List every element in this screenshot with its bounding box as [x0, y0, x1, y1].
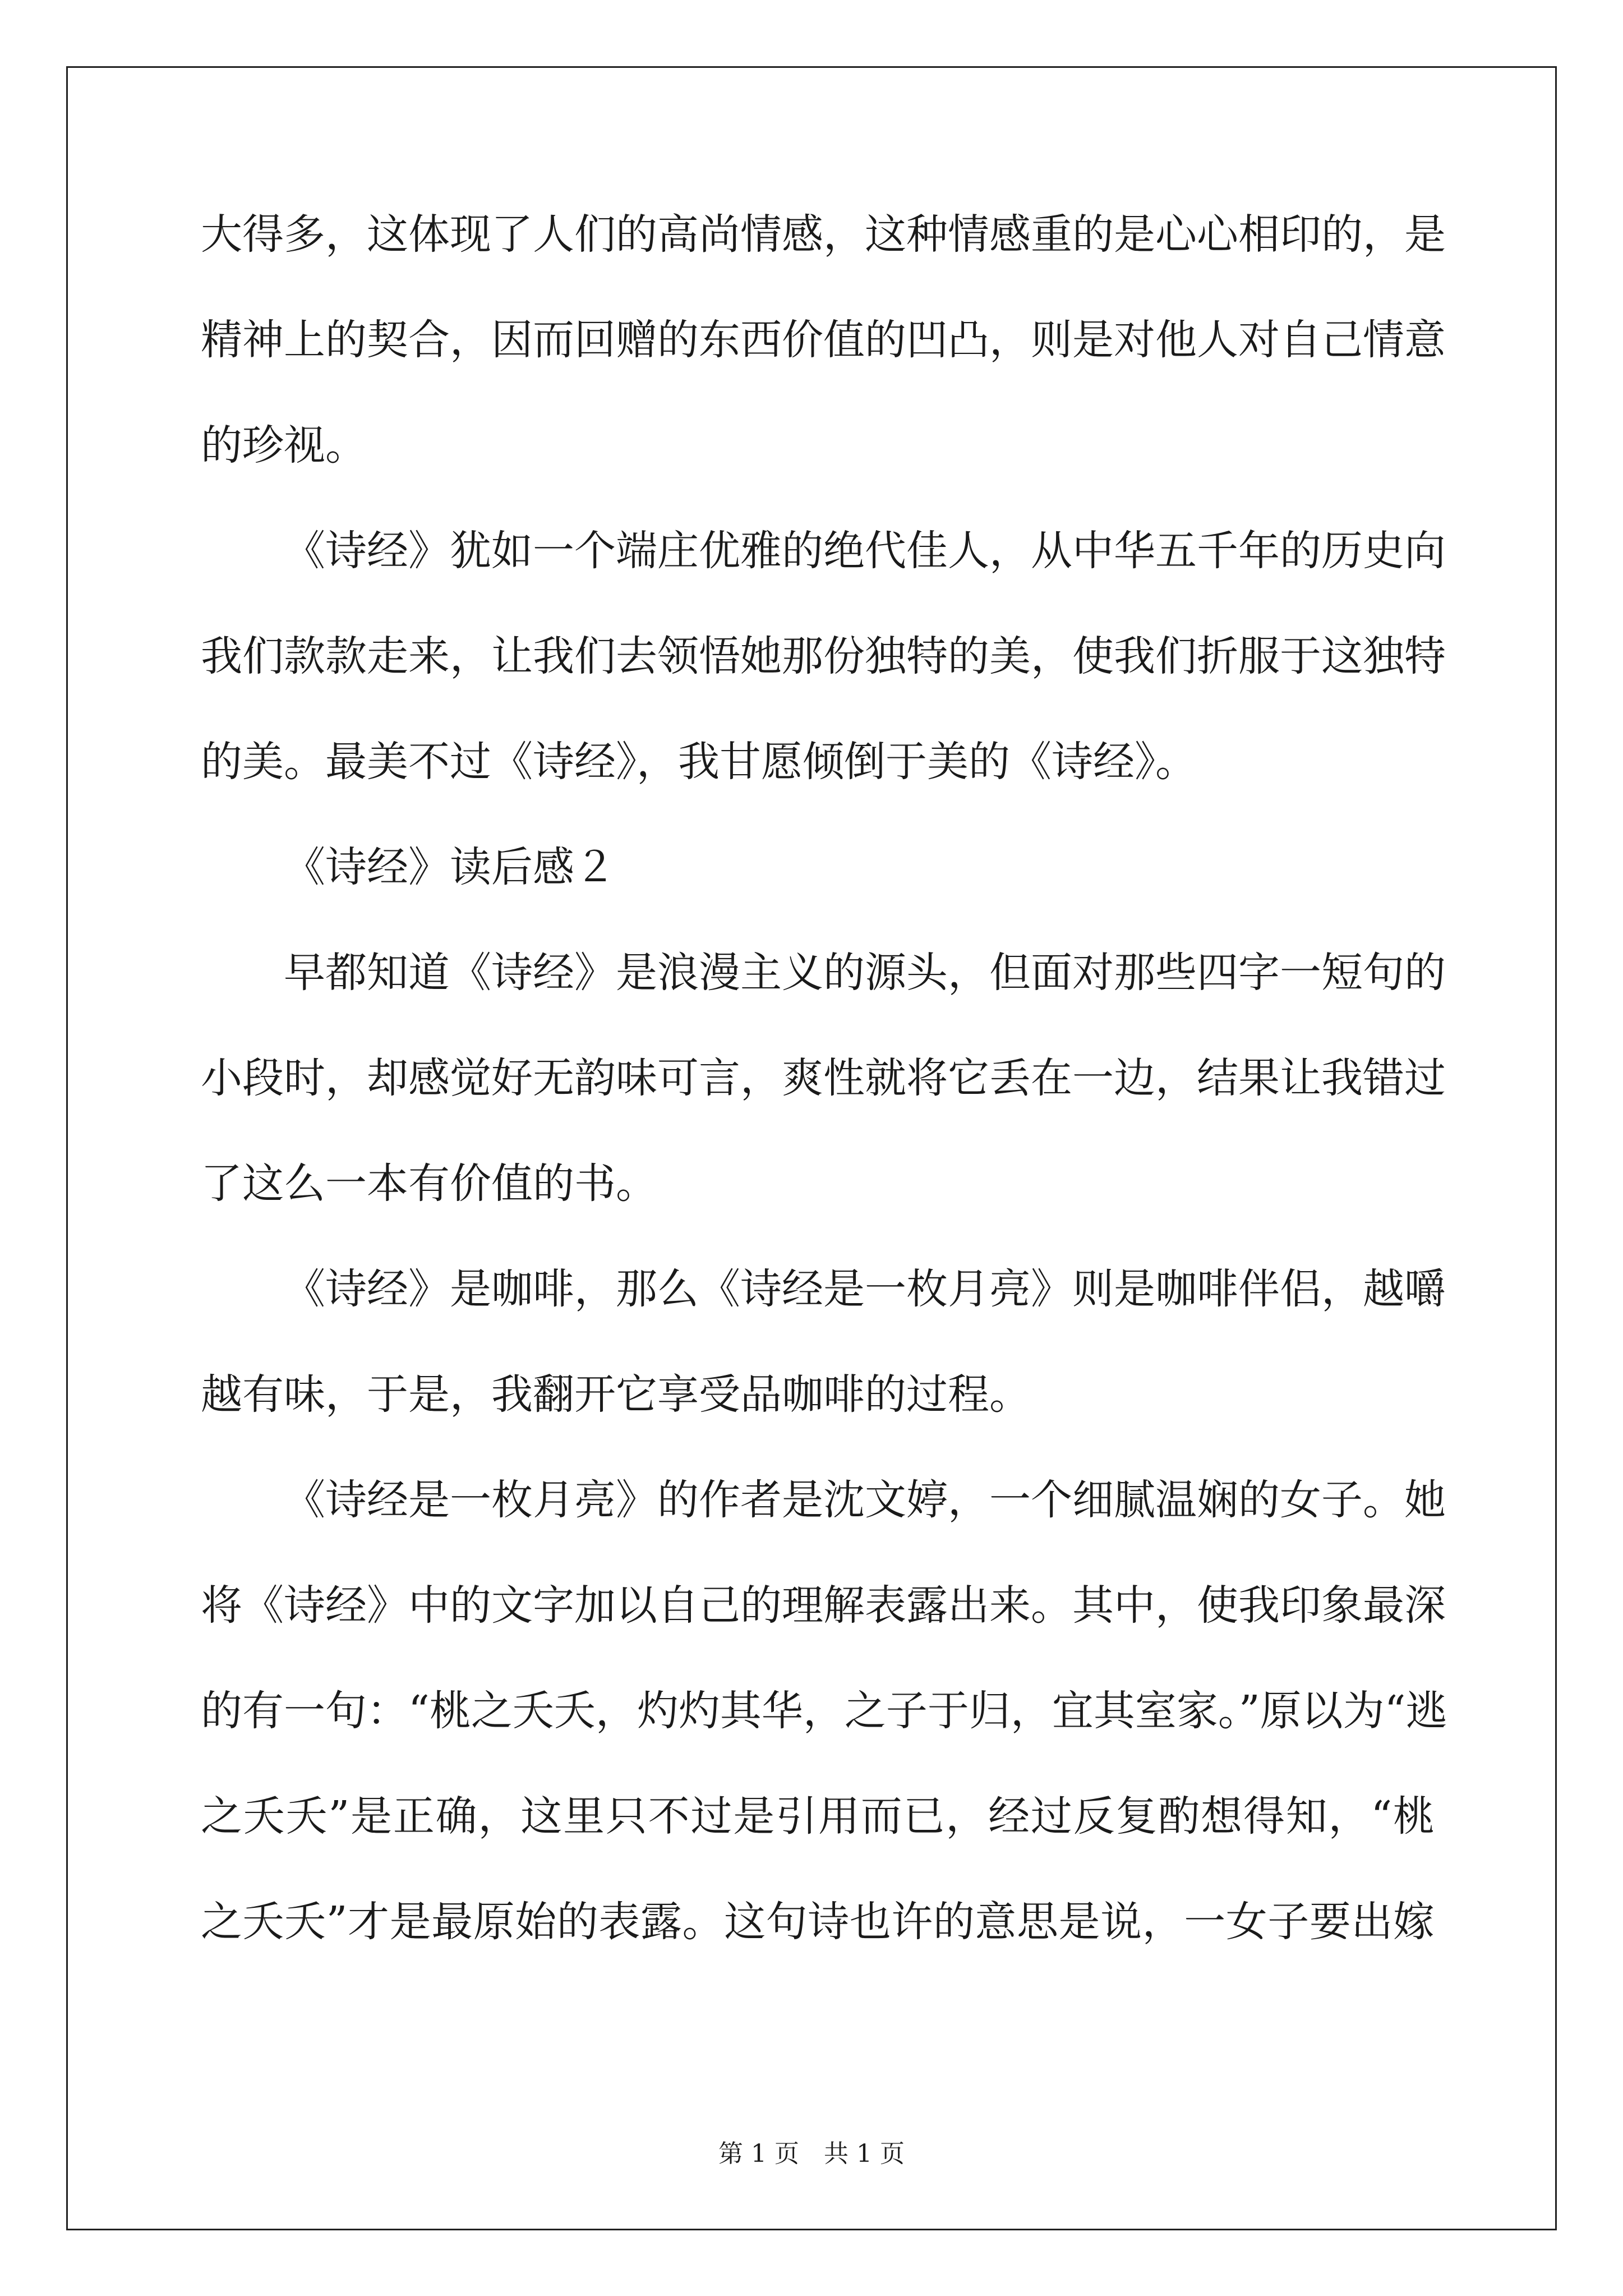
text-line: 的有一句：“桃之夭夭，灼灼其华，之子于归，宜其室家。”原以为“逃	[201, 1687, 1447, 1735]
text-line: 之夭夭”才是最原始的表露。这句诗也许的意思是说，一女子要出嫁	[201, 1898, 1435, 1946]
text-line: 越有味，于是，我翻开它享受品咖啡的过程。	[201, 1370, 1031, 1419]
text-line: 精神上的契合，因而回赠的东西价值的凹凸，则是对他人对自己情意	[201, 316, 1446, 364]
page-footer: 第 1 页 共 1 页	[718, 2139, 905, 2168]
text-line: 我们款款走来，让我们去领悟她那份独特的美，使我们折服于这独特	[201, 632, 1446, 680]
text-line: 《诗经》犹如一个端庄优雅的绝代佳人，从中华五千年的历史向	[284, 527, 1446, 575]
text-line: 《诗经是一枚月亮》的作者是沈文婷，一个细腻温娴的女子。她	[284, 1476, 1446, 1524]
text-line: 将《诗经》中的文字加以自己的理解表露出来。其中，使我印象最深	[201, 1581, 1446, 1630]
text-line: 的珍视。	[201, 421, 367, 470]
text-line: 之夭夭”是正确，这里只不过是引用而已，经过反复酌想得知，“桃	[201, 1792, 1435, 1841]
text-line: 《诗经》是咖啡，那么《诗经是一枚月亮》则是咖啡伴侣，越嚼	[284, 1265, 1446, 1313]
text-line: 早都知道《诗经》是浪漫主义的源头，但面对那些四字一短句的	[284, 949, 1446, 997]
text-line: 的美。最美不过《诗经》，我甘愿倾倒于美的《诗经》。	[201, 738, 1197, 786]
text-line: 大得多，这体现了人们的高尚情感，这种情感重的是心心相印的，是	[201, 210, 1446, 259]
text-line: 了这么一本有价值的书。	[201, 1159, 657, 1208]
text-line: 小段时，却感觉好无韵味可言，爽性就将它丢在一边，结果让我错过	[201, 1054, 1446, 1102]
section-heading: 《诗经》读后感２	[284, 843, 616, 891]
